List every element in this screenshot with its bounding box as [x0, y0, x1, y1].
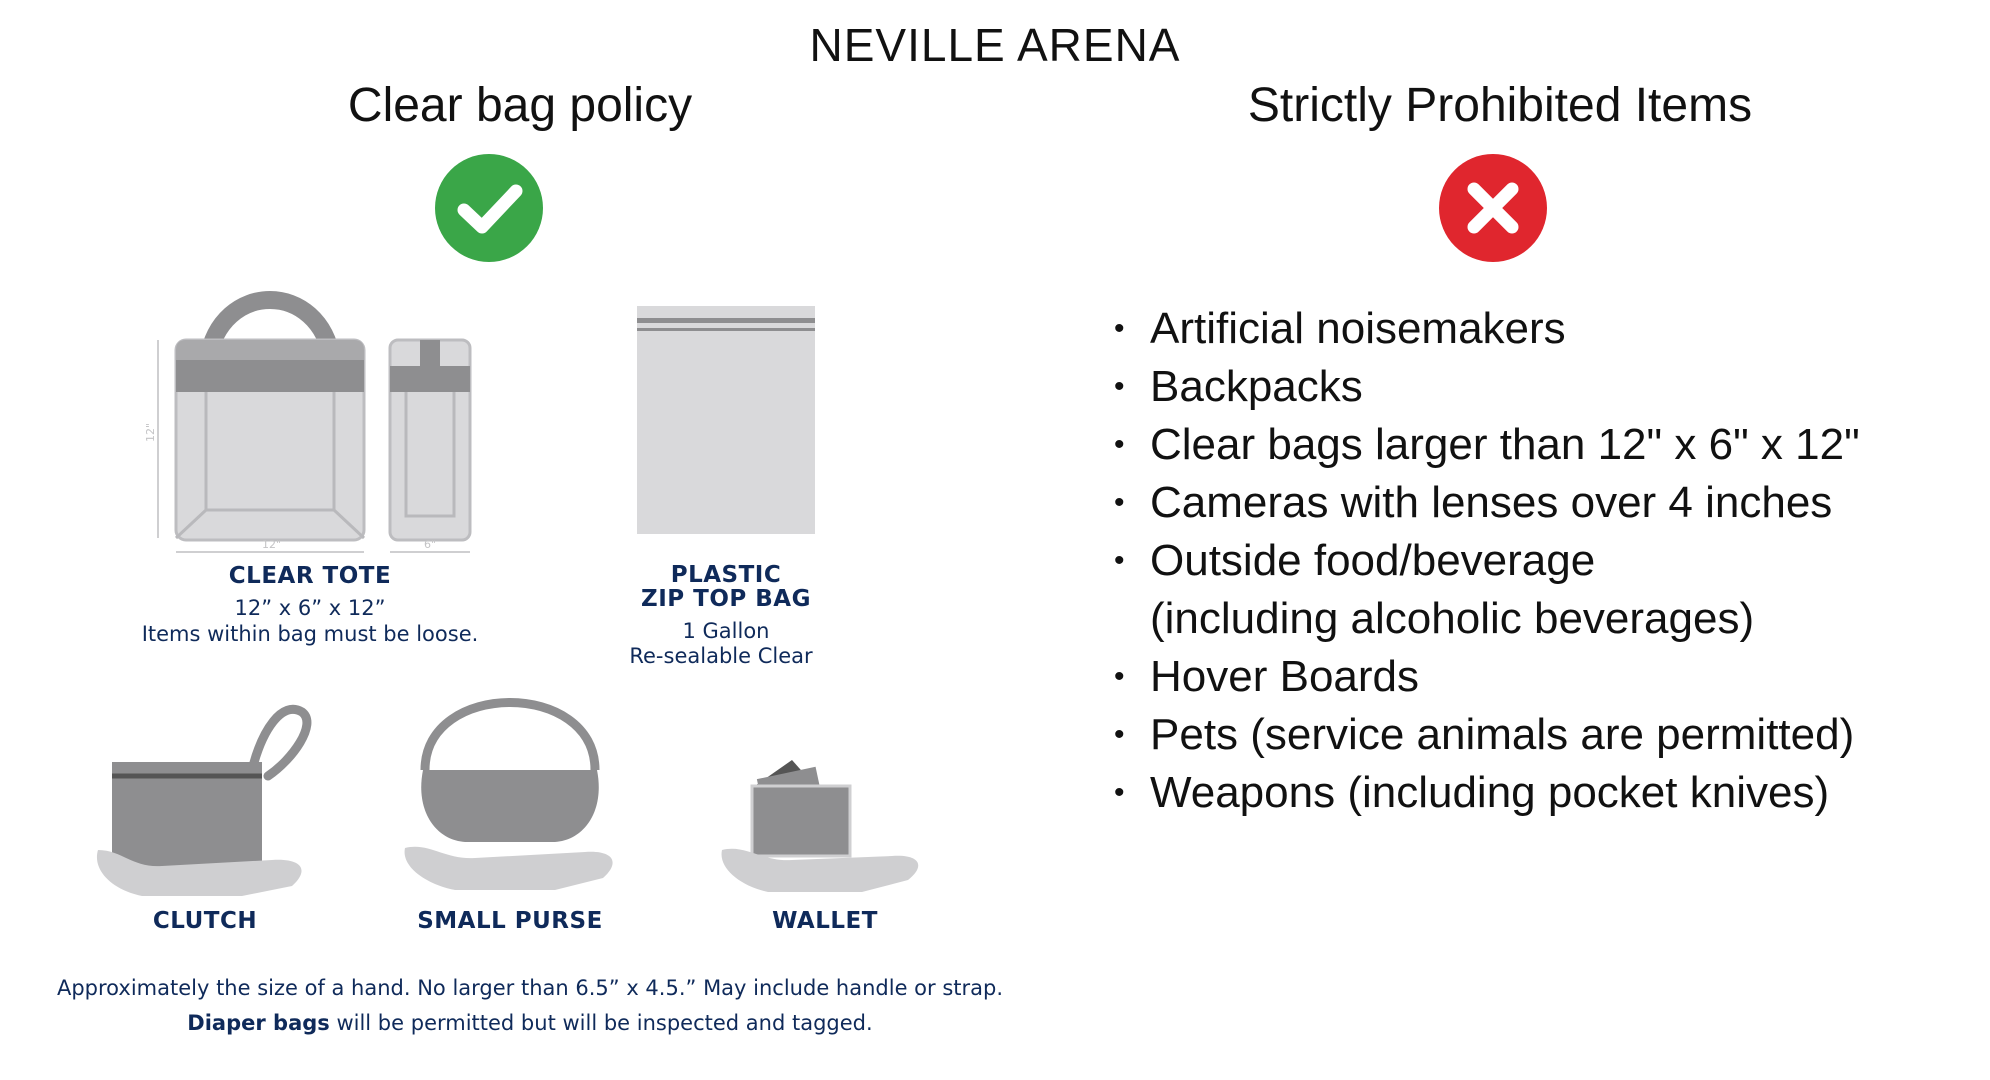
x-circle-icon [1438, 153, 1548, 263]
zip-bag-label-line2: ZIP TOP BAG [641, 586, 811, 612]
tote-depth-dim: 6" [424, 538, 437, 551]
clear-tote-note: Items within bag must be loose. [141, 622, 479, 646]
prohibited-item: • Outside food/beverage [1110, 532, 1910, 590]
venue-name: NEVILLE ARENA [809, 19, 1181, 71]
clutch-label: CLUTCH [152, 908, 258, 934]
prohibited-item-continuation: (including alcoholic beverages) [1150, 594, 1755, 643]
clutch-illustration [92, 700, 322, 900]
clear-tote-label: CLEAR TOTE [228, 563, 392, 589]
footer-diaper-note [30, 1011, 1030, 1035]
zip-bag-note: Re-sealable Clear [629, 644, 813, 668]
footer-diaper-rest: will be permitted but will be inspected and tagged. [329, 1011, 873, 1035]
allowed-section-title: Clear bag policy [347, 79, 693, 132]
wallet-label: WALLET [772, 908, 878, 934]
footer-size-note: Approximately the size of a hand. No larger than 6.5” x 4.5.” May include handle or strap. [56, 976, 1003, 1000]
clear-tote-illustration [144, 280, 480, 560]
prohibited-section-title: Strictly Prohibited Items [1247, 79, 1753, 132]
check-circle-icon [434, 153, 544, 263]
tote-height-dim: 12" [144, 422, 157, 442]
tote-width-dim: 12" [262, 538, 282, 551]
header [0, 18, 1920, 78]
prohibited-item: • Artificial noisemakers [1110, 300, 1910, 358]
zip-bag-label-line1: PLASTIC [670, 562, 782, 588]
wallet-illustration [722, 752, 922, 902]
small-purse-label: SMALL PURSE [417, 908, 603, 934]
footer-diaper-bold: Diaper bags [187, 1011, 330, 1035]
prohibited-item: • Cameras with lenses over 4 inches [1110, 474, 1910, 532]
prohibited-item: • Clear bags larger than 12" x 6" x 12" [1110, 416, 1910, 474]
small-purse-illustration [405, 690, 615, 900]
zip-bag-label [606, 563, 846, 611]
zip-top-bag-illustration [637, 306, 815, 536]
clear-tote-size: 12” x 6” x 12” [234, 596, 386, 620]
prohibited-item: • Weapons (including pocket knives) [1110, 764, 1910, 822]
prohibited-item: • Hover Boards [1110, 648, 1910, 706]
prohibited-item: • Pets (service animals are permitted) [1110, 706, 1910, 764]
prohibited-item: • Backpacks [1110, 358, 1910, 416]
zip-bag-size: 1 Gallon [682, 619, 770, 643]
prohibited-items-list [1110, 300, 1910, 822]
